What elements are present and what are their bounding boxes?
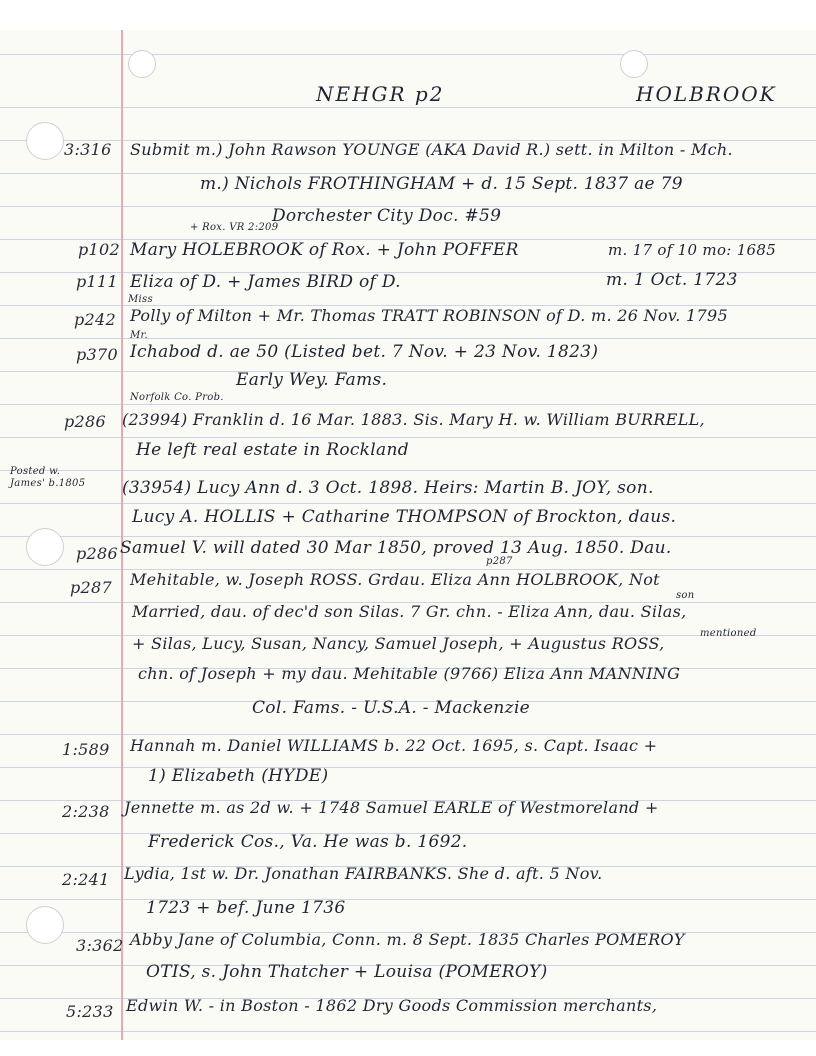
entry-note: p287 — [486, 556, 513, 567]
entry-note: Miss — [128, 294, 153, 305]
entry-date: m. 1 Oct. 1723 — [606, 270, 738, 290]
entry-text: Edwin W. - in Boston - 1862 Dry Goods Commission merchants, — [126, 996, 658, 1015]
entry-ref: p370 — [76, 345, 118, 364]
entry-text: Abby Jane of Columbia, Conn. m. 8 Sept. 1835 Charles POMEROY — [130, 930, 685, 949]
entry-text: Frederick Cos., Va. He was b. 1692. — [148, 832, 468, 852]
entry-text: 1) Elizabeth (HYDE) — [148, 766, 329, 786]
entry-text: He left real estate in Rockland — [136, 440, 409, 460]
entry-text: Jennette m. as 2d w. + 1748 Samuel EARLE of Westmoreland + — [124, 798, 659, 817]
entry-note: + Rox. VR 2:209 — [190, 222, 279, 233]
entry-text: OTIS, s. John Thatcher + Louisa (POMEROY) — [146, 962, 548, 982]
entry-ref: p102 — [78, 240, 120, 259]
entry-ref: p287 — [70, 578, 112, 597]
entry-note: son — [676, 590, 695, 601]
entry-note: Posted w. James' b.1805 — [10, 466, 86, 489]
entry-text: 1723 + bef. June 1736 — [146, 898, 346, 918]
entry-text: + Silas, Lucy, Susan, Nancy, Samuel Joseph, + Augustus ROSS, — [132, 634, 665, 653]
entry-ref: p286 — [64, 412, 106, 431]
binder-hole-top-right — [620, 50, 648, 78]
entry-text: Samuel V. will dated 30 Mar 1850, proved 13 Aug. 1850. Dau. — [120, 538, 672, 558]
entry-ref: p242 — [74, 310, 116, 329]
entry-ref: p111 — [76, 272, 118, 291]
entry-text: Early Wey. Fams. — [236, 370, 388, 390]
binder-hole-left-1 — [26, 122, 64, 160]
entry-text: Hannah m. Daniel WILLIAMS b. 22 Oct. 1695, s. Capt. Isaac + — [130, 736, 658, 755]
entry-date: m. 17 of 10 mo: 1685 — [608, 241, 777, 259]
entry-text: (23994) Franklin d. 16 Mar. 1883. Sis. Mary H. w. William BURRELL, — [122, 410, 705, 429]
entry-text: Dorchester City Doc. #59 — [272, 206, 502, 226]
entry-text: Married, dau. of dec'd son Silas. 7 Gr. chn. - Eliza Ann, dau. Silas, — [132, 602, 687, 621]
entry-text: Mehitable, w. Joseph ROSS. Grdau. Eliza Ann HOLBROOK, Not — [130, 570, 660, 589]
entry-note: Norfolk Co. Prob. — [130, 392, 224, 403]
entry-text: m.) Nichols FROTHINGHAM + d. 15 Sept. 1837 ae 79 — [200, 174, 683, 194]
entry-text: (33954) Lucy Ann d. 3 Oct. 1898. Heirs: Martin B. JOY, son. — [122, 478, 654, 498]
binder-hole-left-2 — [26, 528, 64, 566]
entry-text: Ichabod d. ae 50 (Listed bet. 7 Nov. + 23 Nov. 1823) — [130, 342, 599, 362]
entry-text: Mary HOLEBROOK of Rox. + John POFFER — [130, 240, 519, 260]
header-source: NEHGR p2 — [316, 82, 445, 106]
entry-text: Lucy A. HOLLIS + Catharine THOMPSON of Brockton, daus. — [132, 507, 677, 527]
header-surname: HOLBROOK — [636, 82, 777, 106]
entry-ref: 2:241 — [62, 870, 110, 889]
entry-ref: 2:238 — [62, 802, 110, 821]
entry-text: Submit m.) John Rawson YOUNGE (AKA David R.) sett. in Milton - Mch. — [130, 140, 733, 159]
binder-hole-left-3 — [26, 906, 64, 944]
margin-line — [121, 30, 123, 1040]
binder-hole-top-left — [128, 50, 156, 78]
entry-ref: 5:233 — [66, 1002, 114, 1021]
entry-ref: p286 — [76, 544, 118, 563]
entry-text: Col. Fams. - U.S.A. - Mackenzie — [252, 698, 531, 718]
entry-text: Polly of Milton + Mr. Thomas TRATT ROBINSON of D. m. 26 Nov. 1795 — [130, 306, 728, 325]
entry-note: mentioned — [700, 628, 757, 639]
entry-text: Eliza of D. + James BIRD of D. — [130, 272, 401, 292]
entry-ref: 3:316 — [64, 140, 112, 159]
entry-text: Lydia, 1st w. Dr. Jonathan FAIRBANKS. She d. aft. 5 Nov. — [124, 864, 603, 883]
entry-note: Mr. — [130, 330, 148, 341]
entry-ref: 3:362 — [76, 936, 124, 955]
entry-text: chn. of Joseph + my dau. Mehitable (9766) Eliza Ann MANNING — [138, 664, 681, 683]
entry-ref: 1:589 — [62, 740, 110, 759]
